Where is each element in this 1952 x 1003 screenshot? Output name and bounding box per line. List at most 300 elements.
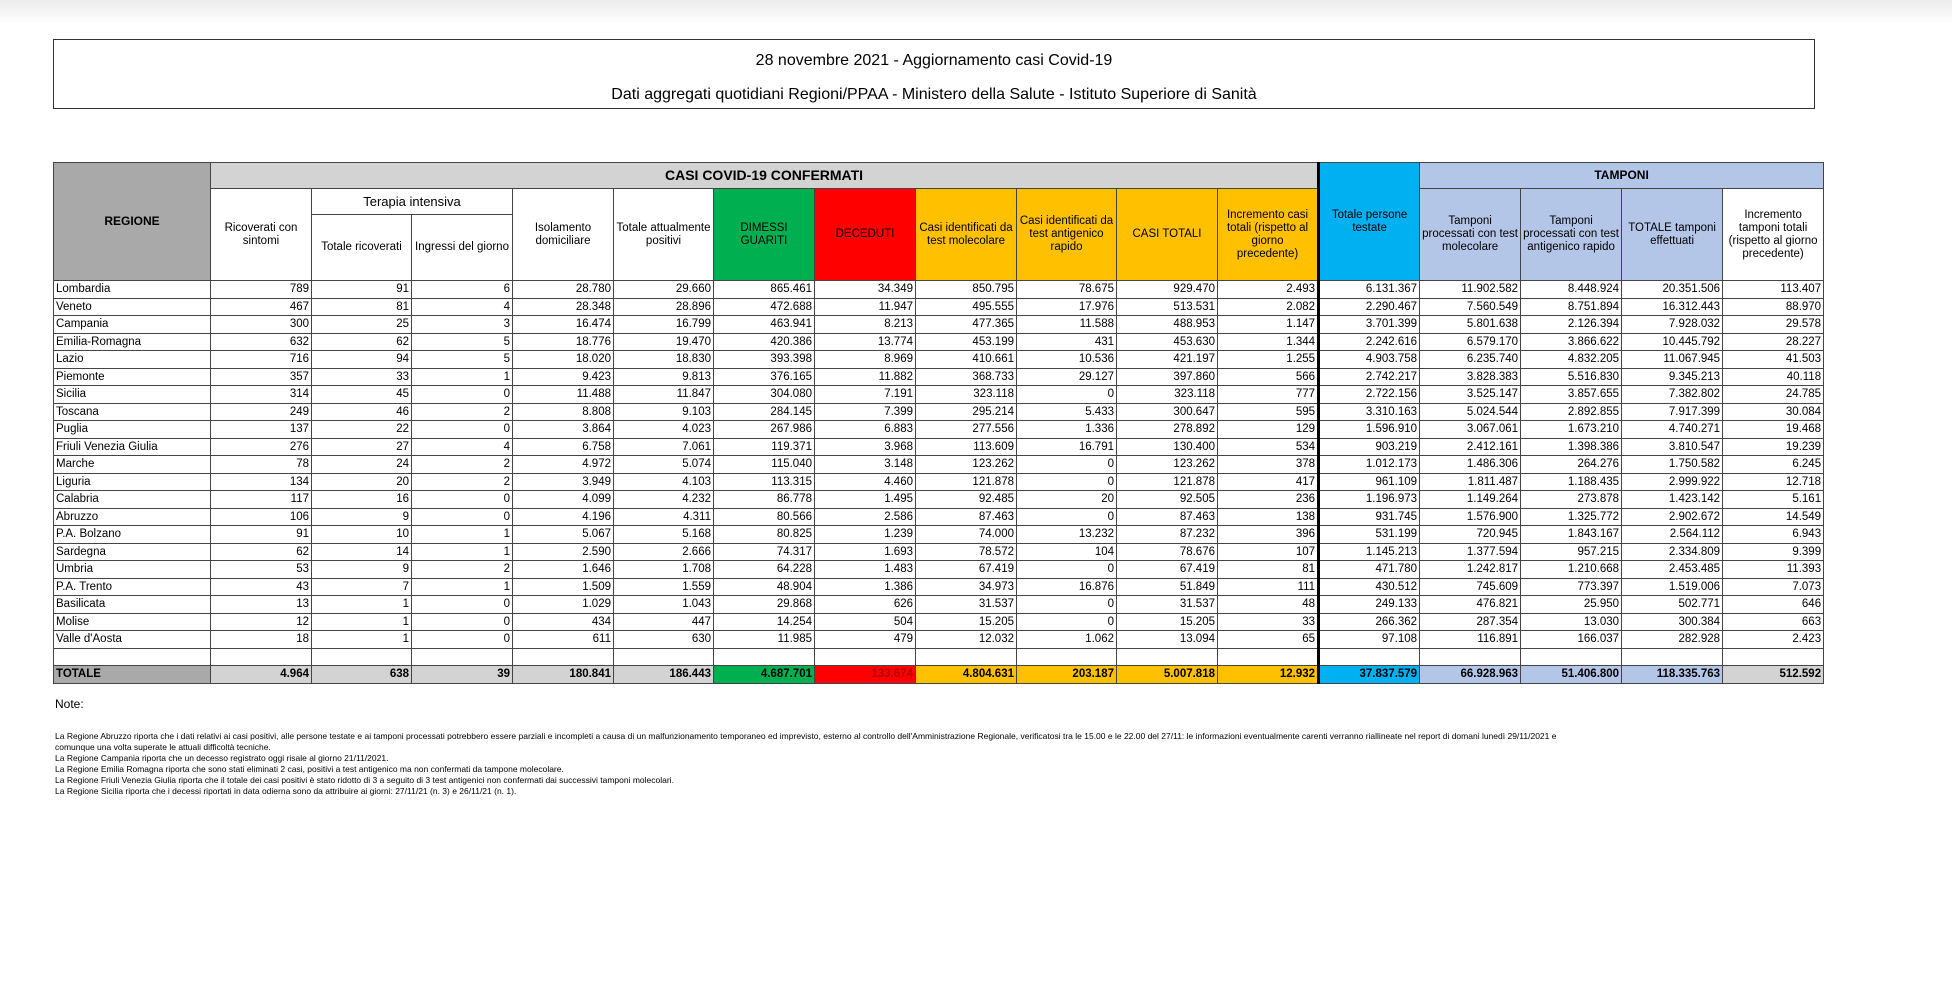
table-row xyxy=(54,316,1824,334)
total-value-cell: 5.007.818 xyxy=(1117,666,1218,684)
value-cell: 1 xyxy=(412,578,513,596)
value-cell: 15.205 xyxy=(916,613,1017,631)
value-cell: 11.488 xyxy=(513,386,614,404)
value-cell: 720.945 xyxy=(1420,526,1521,544)
report-title-box xyxy=(53,39,1815,109)
value-cell: 789 xyxy=(211,281,312,299)
value-cell: 3.864 xyxy=(513,421,614,439)
total-value-cell: 66.928.963 xyxy=(1420,666,1521,684)
value-cell: 0 xyxy=(1017,561,1117,579)
value-cell: 287.354 xyxy=(1420,613,1521,631)
value-cell: 48.904 xyxy=(714,578,815,596)
region-name-cell: Toscana xyxy=(54,403,211,421)
value-cell: 81 xyxy=(1218,561,1319,579)
total-value-cell: 133.674 xyxy=(815,666,916,684)
total-value-cell: 180.841 xyxy=(513,666,614,684)
value-cell: 611 xyxy=(513,631,614,649)
region-name-cell: Veneto xyxy=(54,298,211,316)
total-value-cell: 4.964 xyxy=(211,666,312,684)
value-cell: 28.780 xyxy=(513,281,614,299)
value-cell: 282.928 xyxy=(1622,631,1723,649)
region-name-cell: Basilicata xyxy=(54,596,211,614)
value-cell: 1.811.487 xyxy=(1420,473,1521,491)
value-cell: 626 xyxy=(815,596,916,614)
value-cell: 2.082 xyxy=(1218,298,1319,316)
value-cell: 1.693 xyxy=(815,543,916,561)
value-cell: 10.536 xyxy=(1017,351,1117,369)
region-name-cell: Umbria xyxy=(54,561,211,579)
value-cell: 476.821 xyxy=(1420,596,1521,614)
value-cell: 28.896 xyxy=(614,298,714,316)
value-cell: 53 xyxy=(211,561,312,579)
value-cell: 467 xyxy=(211,298,312,316)
value-cell: 1.386 xyxy=(815,578,916,596)
value-cell: 1.483 xyxy=(815,561,916,579)
value-cell: 7.928.032 xyxy=(1622,316,1723,334)
value-cell: 1.673.210 xyxy=(1521,421,1622,439)
value-cell: 3.968 xyxy=(815,438,916,456)
value-cell: 479 xyxy=(815,631,916,649)
value-cell: 2.290.467 xyxy=(1319,298,1420,316)
value-cell: 6.245 xyxy=(1723,456,1824,474)
spacer-cell xyxy=(916,648,1017,666)
value-cell: 9.423 xyxy=(513,368,614,386)
header-casi-confermati: CASI COVID-19 CONFERMATI xyxy=(211,163,1319,189)
region-name-cell: Lombardia xyxy=(54,281,211,299)
value-cell: 7.073 xyxy=(1723,578,1824,596)
header-tamponi-molecolare: Tamponi processati con test molecolare xyxy=(1420,189,1521,281)
value-cell: 14.254 xyxy=(714,613,815,631)
value-cell: 22 xyxy=(312,421,412,439)
value-cell: 264.276 xyxy=(1521,456,1622,474)
spacer-cell xyxy=(1218,648,1319,666)
value-cell: 393.398 xyxy=(714,351,815,369)
table-row xyxy=(54,438,1824,456)
spacer-cell xyxy=(412,648,513,666)
value-cell: 8.213 xyxy=(815,316,916,334)
value-cell: 1.029 xyxy=(513,596,614,614)
value-cell: 277.556 xyxy=(916,421,1017,439)
value-cell: 113.315 xyxy=(714,473,815,491)
value-cell: 5 xyxy=(412,351,513,369)
value-cell: 0 xyxy=(412,631,513,649)
value-cell: 4.740.271 xyxy=(1622,421,1723,439)
value-cell: 249.133 xyxy=(1319,596,1420,614)
value-cell: 421.197 xyxy=(1117,351,1218,369)
value-cell: 43 xyxy=(211,578,312,596)
table-row xyxy=(54,613,1824,631)
value-cell: 3.828.383 xyxy=(1420,368,1521,386)
value-cell: 5 xyxy=(412,333,513,351)
value-cell: 24 xyxy=(312,456,412,474)
value-cell: 3 xyxy=(412,316,513,334)
value-cell: 1.255 xyxy=(1218,351,1319,369)
value-cell: 1.708 xyxy=(614,561,714,579)
value-cell: 1.519.006 xyxy=(1622,578,1723,596)
value-cell: 46 xyxy=(312,403,412,421)
table-row xyxy=(54,351,1824,369)
value-cell: 2 xyxy=(412,403,513,421)
value-cell: 0 xyxy=(412,508,513,526)
value-cell: 10.445.792 xyxy=(1622,333,1723,351)
value-cell: 12.032 xyxy=(916,631,1017,649)
value-cell: 87.463 xyxy=(916,508,1017,526)
covid-data-table xyxy=(53,162,1824,684)
value-cell: 7.061 xyxy=(614,438,714,456)
value-cell: 1.750.582 xyxy=(1622,456,1723,474)
value-cell: 29.660 xyxy=(614,281,714,299)
header-casi-molecolare: Casi identificati da test molecolare xyxy=(916,189,1017,281)
value-cell: 113.609 xyxy=(916,438,1017,456)
value-cell: 14 xyxy=(312,543,412,561)
region-name-cell: Puglia xyxy=(54,421,211,439)
value-cell: 1.188.435 xyxy=(1521,473,1622,491)
value-cell: 6.758 xyxy=(513,438,614,456)
value-cell: 91 xyxy=(211,526,312,544)
value-cell: 266.362 xyxy=(1319,613,1420,631)
value-cell: 119.371 xyxy=(714,438,815,456)
header-ingressi: Ingressi del giorno xyxy=(412,215,513,281)
value-cell: 284.145 xyxy=(714,403,815,421)
value-cell: 107 xyxy=(1218,543,1319,561)
value-cell: 13 xyxy=(211,596,312,614)
value-cell: 11.847 xyxy=(614,386,714,404)
value-cell: 18.830 xyxy=(614,351,714,369)
value-cell: 957.215 xyxy=(1521,543,1622,561)
spacer-cell xyxy=(1622,648,1723,666)
value-cell: 116.891 xyxy=(1420,631,1521,649)
value-cell: 295.214 xyxy=(916,403,1017,421)
total-value-cell: 12.932 xyxy=(1218,666,1319,684)
header-incremento-tamponi: Incremento tamponi totali (rispetto al giorno precedente) xyxy=(1723,189,1824,281)
value-cell: 4 xyxy=(412,298,513,316)
table-row xyxy=(54,456,1824,474)
value-cell: 420.386 xyxy=(714,333,815,351)
value-cell: 78 xyxy=(211,456,312,474)
value-cell: 11.902.582 xyxy=(1420,281,1521,299)
value-cell: 11.393 xyxy=(1723,561,1824,579)
total-value-cell: 203.187 xyxy=(1017,666,1117,684)
value-cell: 453.199 xyxy=(916,333,1017,351)
value-cell: 28.348 xyxy=(513,298,614,316)
header-incremento-casi: Incremento casi totali (rispetto al giorno precedente) xyxy=(1218,189,1319,281)
value-cell: 3.866.622 xyxy=(1521,333,1622,351)
value-cell: 18 xyxy=(211,631,312,649)
value-cell: 11.067.945 xyxy=(1622,351,1723,369)
total-value-cell: 37.837.579 xyxy=(1319,666,1420,684)
value-cell: 4.103 xyxy=(614,473,714,491)
value-cell: 7.191 xyxy=(815,386,916,404)
value-cell: 20 xyxy=(312,473,412,491)
value-cell: 3.949 xyxy=(513,473,614,491)
value-cell: 1.486.306 xyxy=(1420,456,1521,474)
value-cell: 2.412.161 xyxy=(1420,438,1521,456)
value-cell: 463.941 xyxy=(714,316,815,334)
value-cell: 1.325.772 xyxy=(1521,508,1622,526)
value-cell: 121.878 xyxy=(916,473,1017,491)
region-name-cell: Calabria xyxy=(54,491,211,509)
value-cell: 92.485 xyxy=(916,491,1017,509)
value-cell: 8.448.924 xyxy=(1521,281,1622,299)
value-cell: 745.609 xyxy=(1420,578,1521,596)
value-cell: 138 xyxy=(1218,508,1319,526)
value-cell: 2 xyxy=(412,456,513,474)
value-cell: 4.832.205 xyxy=(1521,351,1622,369)
note-line: La Regione Emilia Romagna riporta che sono stati eliminati 2 casi, positivi a test antigenico ma non confermati da tampone molecolare. xyxy=(55,764,564,774)
value-cell: 3.701.399 xyxy=(1319,316,1420,334)
value-cell: 7.382.802 xyxy=(1622,386,1723,404)
value-cell: 16 xyxy=(312,491,412,509)
value-cell: 16.312.443 xyxy=(1622,298,1723,316)
value-cell: 18.020 xyxy=(513,351,614,369)
value-cell: 0 xyxy=(412,421,513,439)
value-cell: 396 xyxy=(1218,526,1319,544)
value-cell: 1.062 xyxy=(1017,631,1117,649)
value-cell: 417 xyxy=(1218,473,1319,491)
value-cell: 6.883 xyxy=(815,421,916,439)
value-cell: 471.780 xyxy=(1319,561,1420,579)
value-cell: 4.311 xyxy=(614,508,714,526)
value-cell: 1 xyxy=(312,631,412,649)
value-cell: 13.232 xyxy=(1017,526,1117,544)
header-casi-antigenico: Casi identificati da test antigenico rapido xyxy=(1017,189,1117,281)
note-line: La Regione Campania riporta che un decesso registrato oggi risale al giorno 21/11/2021. xyxy=(55,753,389,763)
spacer-cell xyxy=(211,648,312,666)
value-cell: 51.849 xyxy=(1117,578,1218,596)
value-cell: 3.525.147 xyxy=(1420,386,1521,404)
value-cell: 300 xyxy=(211,316,312,334)
value-cell: 323.118 xyxy=(916,386,1017,404)
value-cell: 117 xyxy=(211,491,312,509)
region-name-cell: Marche xyxy=(54,456,211,474)
value-cell: 87.232 xyxy=(1117,526,1218,544)
value-cell: 236 xyxy=(1218,491,1319,509)
spacer-cell xyxy=(1521,648,1622,666)
value-cell: 25 xyxy=(312,316,412,334)
table-row xyxy=(54,578,1824,596)
value-cell: 1 xyxy=(312,596,412,614)
total-value-cell: 638 xyxy=(312,666,412,684)
value-cell: 447 xyxy=(614,613,714,631)
value-cell: 903.219 xyxy=(1319,438,1420,456)
total-value-cell: 4.804.631 xyxy=(916,666,1017,684)
region-name-cell: Campania xyxy=(54,316,211,334)
value-cell: 31.537 xyxy=(1117,596,1218,614)
header-isolamento: Isolamento domiciliare xyxy=(513,189,614,281)
header-ricoverati: Ricoverati con sintomi xyxy=(211,189,312,281)
total-value-cell: 118.335.763 xyxy=(1622,666,1723,684)
value-cell: 472.688 xyxy=(714,298,815,316)
note-line: comunque una volta superate le attuali difficoltà tecniche. xyxy=(55,742,271,752)
value-cell: 11.882 xyxy=(815,368,916,386)
table-row xyxy=(54,386,1824,404)
value-cell: 67.419 xyxy=(1117,561,1218,579)
value-cell: 33 xyxy=(1218,613,1319,631)
value-cell: 1.147 xyxy=(1218,316,1319,334)
value-cell: 1 xyxy=(412,368,513,386)
value-cell: 1 xyxy=(312,613,412,631)
value-cell: 504 xyxy=(815,613,916,631)
table-row xyxy=(54,298,1824,316)
spacer-cell xyxy=(312,648,412,666)
value-cell: 129 xyxy=(1218,421,1319,439)
value-cell: 74.317 xyxy=(714,543,815,561)
value-cell: 8.808 xyxy=(513,403,614,421)
value-cell: 123.262 xyxy=(916,456,1017,474)
value-cell: 2.493 xyxy=(1218,281,1319,299)
value-cell: 1.344 xyxy=(1218,333,1319,351)
value-cell: 2 xyxy=(412,561,513,579)
value-cell: 20 xyxy=(1017,491,1117,509)
value-cell: 716 xyxy=(211,351,312,369)
value-cell: 0 xyxy=(1017,386,1117,404)
value-cell: 65 xyxy=(1218,631,1319,649)
value-cell: 62 xyxy=(211,543,312,561)
total-value-cell: 186.443 xyxy=(614,666,714,684)
value-cell: 0 xyxy=(1017,456,1117,474)
value-cell: 0 xyxy=(1017,613,1117,631)
value-cell: 9.399 xyxy=(1723,543,1824,561)
value-cell: 123.262 xyxy=(1117,456,1218,474)
value-cell: 300.384 xyxy=(1622,613,1723,631)
value-cell: 12.718 xyxy=(1723,473,1824,491)
value-cell: 2.334.809 xyxy=(1622,543,1723,561)
value-cell: 2.126.394 xyxy=(1521,316,1622,334)
value-cell: 850.795 xyxy=(916,281,1017,299)
value-cell: 1.336 xyxy=(1017,421,1117,439)
report-title: 28 novembre 2021 - Aggiornamento casi Covid-19 xyxy=(755,52,1113,69)
table-row xyxy=(54,473,1824,491)
value-cell: 48 xyxy=(1218,596,1319,614)
total-value-cell: 512.592 xyxy=(1723,666,1824,684)
value-cell: 81 xyxy=(312,298,412,316)
value-cell: 4.972 xyxy=(513,456,614,474)
value-cell: 4.023 xyxy=(614,421,714,439)
region-name-cell: Emilia-Romagna xyxy=(54,333,211,351)
header-deceduti: DECEDUTI xyxy=(815,189,916,281)
value-cell: 2.423 xyxy=(1723,631,1824,649)
region-name-cell: Lazio xyxy=(54,351,211,369)
table-row xyxy=(54,631,1824,649)
value-cell: 6.943 xyxy=(1723,526,1824,544)
total-label-cell: TOTALE xyxy=(54,666,211,684)
value-cell: 25.950 xyxy=(1521,596,1622,614)
report-subtitle: Dati aggregati quotidiani Regioni/PPAA - Ministero della Salute - Istituto Superiore di Sanità xyxy=(611,86,1257,103)
value-cell: 1 xyxy=(412,526,513,544)
table-row xyxy=(54,421,1824,439)
region-name-cell: Liguria xyxy=(54,473,211,491)
value-cell: 19.468 xyxy=(1723,421,1824,439)
value-cell: 431 xyxy=(1017,333,1117,351)
value-cell: 4.196 xyxy=(513,508,614,526)
value-cell: 6.131.367 xyxy=(1319,281,1420,299)
value-cell: 5.024.544 xyxy=(1420,403,1521,421)
value-cell: 5.801.638 xyxy=(1420,316,1521,334)
table-row xyxy=(54,491,1824,509)
value-cell: 368.733 xyxy=(916,368,1017,386)
region-name-cell: Sardegna xyxy=(54,543,211,561)
value-cell: 9.103 xyxy=(614,403,714,421)
table-row xyxy=(54,403,1824,421)
header-terapia-intensiva: Terapia intensiva xyxy=(312,189,513,215)
value-cell: 376.165 xyxy=(714,368,815,386)
value-cell: 134 xyxy=(211,473,312,491)
value-cell: 477.365 xyxy=(916,316,1017,334)
value-cell: 430.512 xyxy=(1319,578,1420,596)
value-cell: 91 xyxy=(312,281,412,299)
value-cell: 1.398.386 xyxy=(1521,438,1622,456)
spacer-cell xyxy=(815,648,916,666)
value-cell: 67.419 xyxy=(916,561,1017,579)
value-cell: 0 xyxy=(412,386,513,404)
value-cell: 7 xyxy=(312,578,412,596)
value-cell: 16.474 xyxy=(513,316,614,334)
note-line: La Regione Sicilia riporta che i decessi riportati in data odierna sono da attribuire ai giorni: 27/11/21 (n. 3) e 26/11/21 (n. 1). xyxy=(55,786,517,796)
value-cell: 78.675 xyxy=(1017,281,1117,299)
table-row xyxy=(54,368,1824,386)
spacer-cell xyxy=(1319,648,1420,666)
value-cell: 106 xyxy=(211,508,312,526)
value-cell: 488.953 xyxy=(1117,316,1218,334)
value-cell: 534 xyxy=(1218,438,1319,456)
value-cell: 595 xyxy=(1218,403,1319,421)
value-cell: 9.345.213 xyxy=(1622,368,1723,386)
spacer-cell xyxy=(1117,648,1218,666)
value-cell: 62 xyxy=(312,333,412,351)
region-name-cell: Valle d'Aosta xyxy=(54,631,211,649)
value-cell: 249 xyxy=(211,403,312,421)
spacer-cell xyxy=(513,648,614,666)
value-cell: 632 xyxy=(211,333,312,351)
value-cell: 5.433 xyxy=(1017,403,1117,421)
value-cell: 137 xyxy=(211,421,312,439)
value-cell: 1.145.213 xyxy=(1319,543,1420,561)
value-cell: 1.423.142 xyxy=(1622,491,1723,509)
value-cell: 300.647 xyxy=(1117,403,1218,421)
value-cell: 11.947 xyxy=(815,298,916,316)
value-cell: 14.549 xyxy=(1723,508,1824,526)
value-cell: 1.377.594 xyxy=(1420,543,1521,561)
value-cell: 531.199 xyxy=(1319,526,1420,544)
value-cell: 130.400 xyxy=(1117,438,1218,456)
spacer-cell xyxy=(714,648,815,666)
value-cell: 4.903.758 xyxy=(1319,351,1420,369)
value-cell: 2.902.672 xyxy=(1622,508,1723,526)
value-cell: 7.399 xyxy=(815,403,916,421)
value-cell: 29.868 xyxy=(714,596,815,614)
value-cell: 1.596.910 xyxy=(1319,421,1420,439)
value-cell: 0 xyxy=(1017,596,1117,614)
value-cell: 304.080 xyxy=(714,386,815,404)
value-cell: 80.566 xyxy=(714,508,815,526)
table-row xyxy=(54,561,1824,579)
value-cell: 3.148 xyxy=(815,456,916,474)
value-cell: 8.751.894 xyxy=(1521,298,1622,316)
value-cell: 378 xyxy=(1218,456,1319,474)
value-cell: 773.397 xyxy=(1521,578,1622,596)
table-row xyxy=(54,508,1824,526)
value-cell: 646 xyxy=(1723,596,1824,614)
value-cell: 929.470 xyxy=(1117,281,1218,299)
value-cell: 2.666 xyxy=(614,543,714,561)
value-cell: 0 xyxy=(412,613,513,631)
value-cell: 1.843.167 xyxy=(1521,526,1622,544)
region-name-cell: Sicilia xyxy=(54,386,211,404)
total-value-cell: 4.687.701 xyxy=(714,666,815,684)
value-cell: 30.084 xyxy=(1723,403,1824,421)
value-cell: 566 xyxy=(1218,368,1319,386)
region-name-cell: Abruzzo xyxy=(54,508,211,526)
